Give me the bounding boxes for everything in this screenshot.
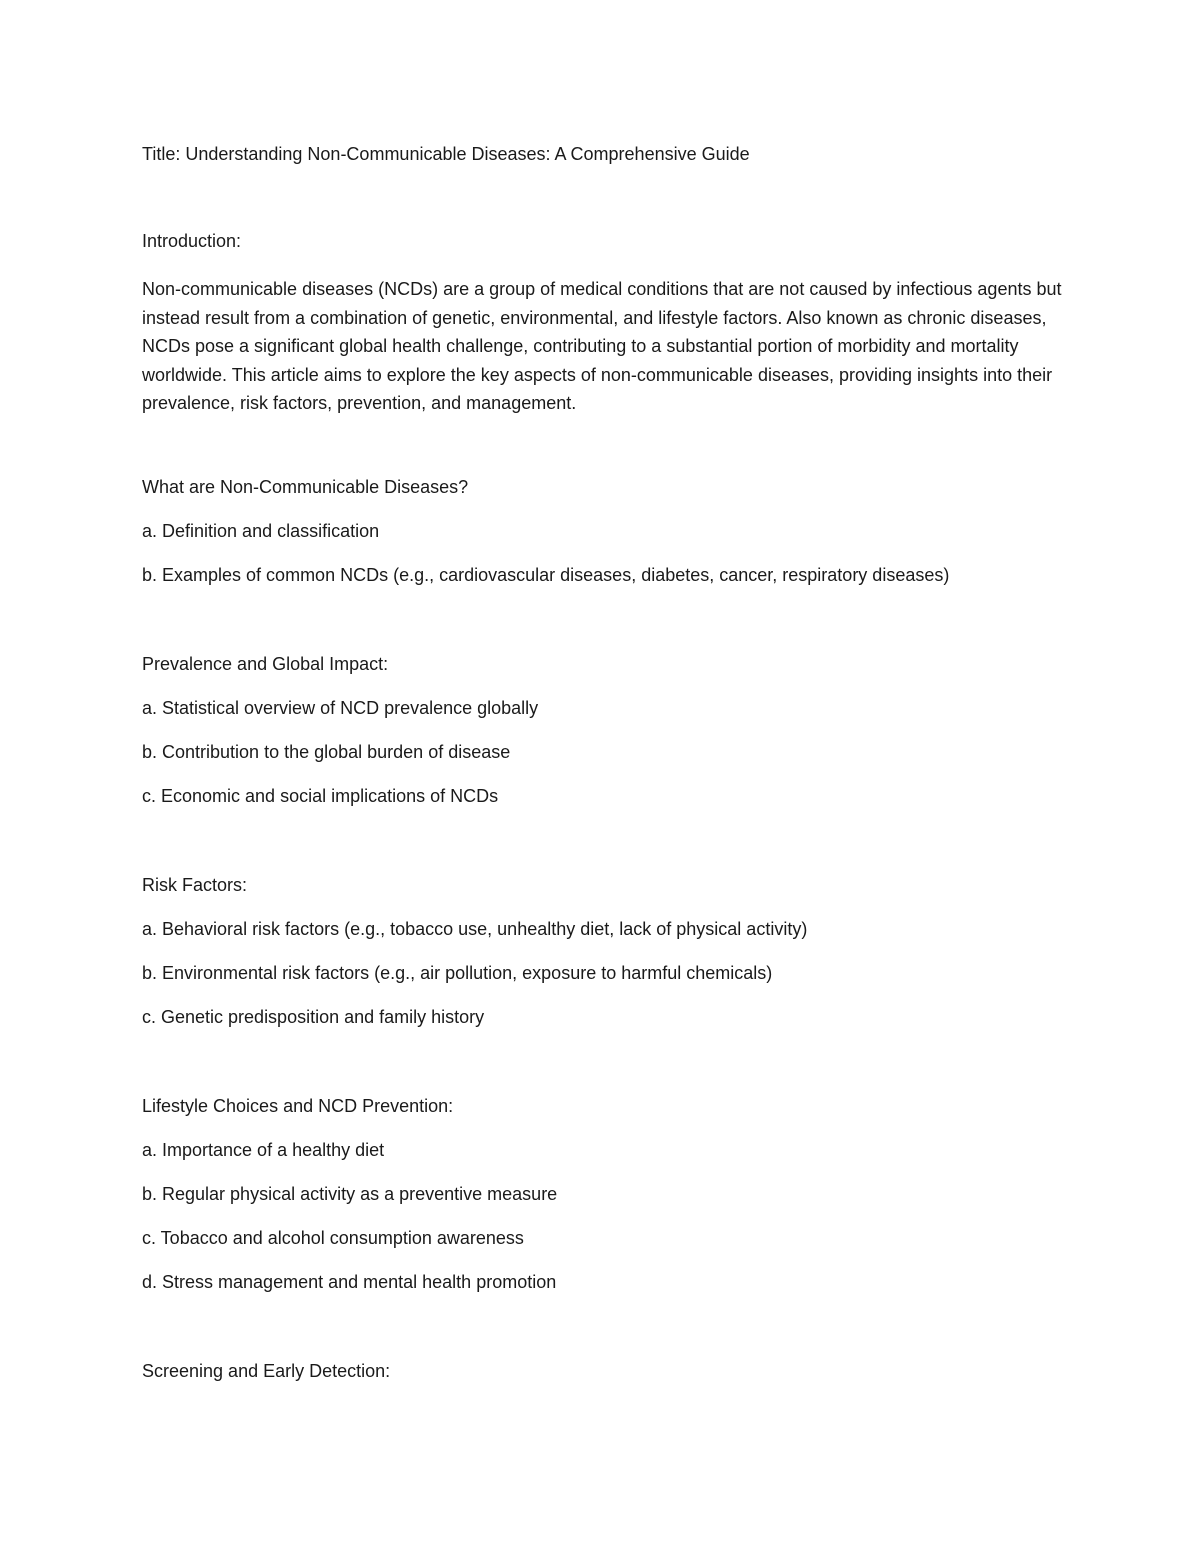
list-item: b. Contribution to the global burden of disease [142, 741, 511, 762]
intro-paragraph: Non-communicable diseases (NCDs) are a group of medical conditions that are not caused by infectious agents but instead result from a combination of genetic, environmental, and lifestyle factors. Also known as chronic diseases, NCDs pose a significant global health challenge, contributing to a substantial portion of morbidity and mortality worldwide. This article aims to explore the key aspects of non-communicable diseases, providing insights into their prevalence, risk factors, prevention, and management. [142, 279, 1062, 413]
list-item: c. Tobacco and alcohol consumption awareness [142, 1227, 524, 1248]
list-item: a. Statistical overview of NCD prevalence globally [142, 697, 539, 718]
document-title: Title: Understanding Non-Communicable Diseases: A Comprehensive Guide [142, 144, 750, 164]
list-item: a. Behavioral risk factors (e.g., tobacco use, unhealthy diet, lack of physical activity) [142, 918, 808, 939]
list-item: a. Importance of a healthy diet [142, 1139, 385, 1160]
intro-heading: Introduction: [142, 231, 242, 251]
section-heading-risk-factors: Risk Factors: [142, 874, 248, 895]
section-heading-prevalence: Prevalence and Global Impact: [142, 653, 389, 674]
section-heading-screening: Screening and Early Detection: [142, 1360, 391, 1381]
document-body [142, 143, 1062, 1382]
list-item: b. Environmental risk factors (e.g., air pollution, exposure to harmful chemicals) [142, 962, 773, 983]
list-item: c. Economic and social implications of NCDs [142, 785, 499, 806]
list-item: b. Regular physical activity as a preventive measure [142, 1183, 558, 1204]
section-heading-lifestyle: Lifestyle Choices and NCD Prevention: [142, 1095, 454, 1116]
list-item: c. Genetic predisposition and family history [142, 1006, 485, 1027]
section-heading-what-are-ncds: What are Non-Communicable Diseases? [142, 476, 469, 497]
list-item: b. Examples of common NCDs (e.g., cardiovascular diseases, diabetes, cancer, respiratory diseases) [142, 564, 950, 585]
list-item: d. Stress management and mental health promotion [142, 1271, 557, 1292]
list-item: a. Definition and classification [142, 520, 380, 541]
